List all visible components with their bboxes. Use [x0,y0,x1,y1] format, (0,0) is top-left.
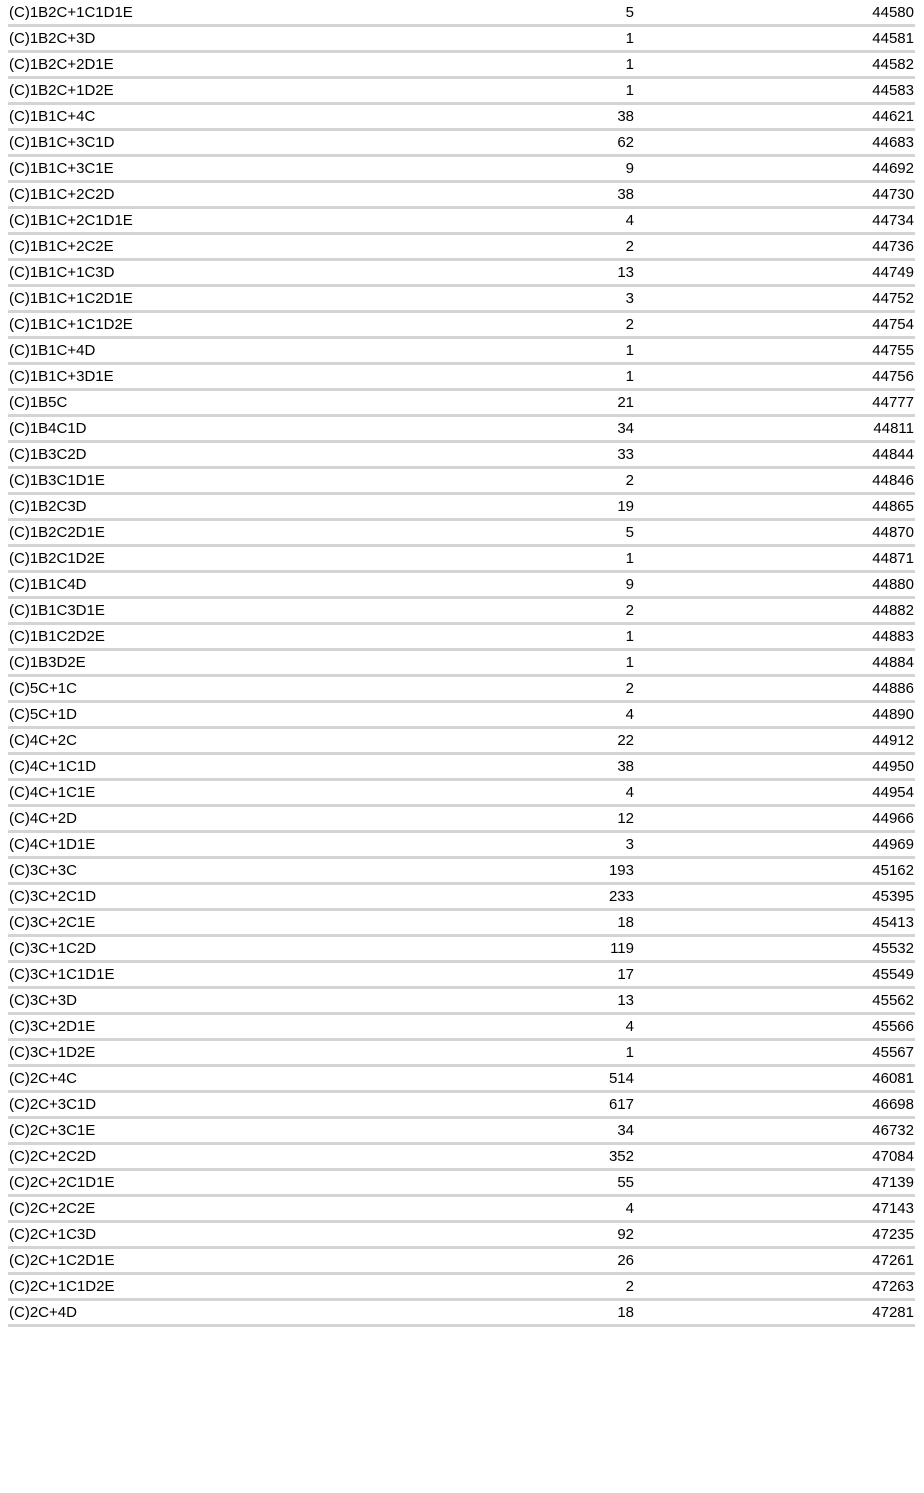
row-count-cell: 119 [610,939,634,957]
table-row [8,339,915,365]
table-row [8,79,915,105]
table-row [8,1249,915,1275]
row-count-cell: 4 [625,783,634,801]
row-count-cell: 4 [625,1017,634,1035]
row-cumulative-cell: 44844 [872,445,914,463]
row-count-cell: 3 [625,835,634,853]
row-name-cell: (C)2C+1C1D2E [9,1277,115,1295]
row-name-cell: (C)2C+2C2E [9,1199,96,1217]
row-count-cell: 38 [617,185,634,203]
row-cumulative-cell: 46732 [872,1121,914,1139]
row-count-cell: 4 [625,1199,634,1217]
row-name-cell: (C)1B3C1D1E [9,471,105,489]
row-cumulative-cell: 47263 [872,1277,914,1295]
row-name-cell: (C)1B3C2D [9,445,87,463]
row-cumulative-cell: 45532 [872,939,914,957]
table-row [8,781,915,807]
row-cumulative-cell: 44734 [872,211,914,229]
row-count-cell: 514 [608,1069,634,1087]
row-cumulative-cell: 44912 [872,731,914,749]
row-count-cell: 92 [617,1225,634,1243]
row-name-cell: (C)3C+3D [9,991,77,1009]
row-count-cell: 233 [608,887,634,905]
row-name-cell: (C)2C+3C1D [9,1095,97,1113]
row-cumulative-cell: 45395 [872,887,914,905]
row-name-cell: (C)1B3D2E [9,653,86,671]
row-name-cell: (C)4C+1C1E [9,783,96,801]
table-row [8,911,915,937]
table-row [8,703,915,729]
row-cumulative-cell: 45162 [872,861,914,879]
row-cumulative-cell: 44811 [873,419,914,437]
table-row [8,27,915,53]
row-cumulative-cell: 44749 [872,263,914,281]
row-name-cell: (C)4C+2C [9,731,77,749]
row-name-cell: (C)3C+2D1E [9,1017,96,1035]
row-name-cell: (C)1B1C+1C3D [9,263,115,281]
row-name-cell: (C)1B5C [9,393,68,411]
table-row [8,573,915,599]
table-row [8,885,915,911]
row-cumulative-cell: 47084 [872,1147,914,1165]
row-count-cell: 5 [625,3,634,21]
row-count-cell: 2 [625,471,634,489]
row-count-cell: 9 [625,575,634,593]
row-cumulative-cell: 44621 [872,107,914,125]
row-cumulative-cell: 44756 [872,367,914,385]
row-name-cell: (C)3C+1C2D [9,939,97,957]
table-row [8,599,915,625]
row-cumulative-cell: 44884 [872,653,914,671]
row-name-cell: (C)1B1C+2C1D1E [9,211,133,229]
row-count-cell: 4 [625,211,634,229]
row-name-cell: (C)2C+3C1E [9,1121,96,1139]
table-row [8,391,915,417]
table-row [8,1015,915,1041]
row-name-cell: (C)5C+1D [9,705,77,723]
table-row [8,677,915,703]
table-row [8,1119,915,1145]
row-cumulative-cell: 47139 [872,1173,914,1191]
row-count-cell: 18 [617,913,634,931]
row-cumulative-cell: 45413 [872,913,914,931]
row-name-cell: (C)1B1C+4D [9,341,96,359]
row-name-cell: (C)4C+2D [9,809,77,827]
table-row [8,1145,915,1171]
table-row [8,807,915,833]
row-count-cell: 9 [625,159,634,177]
row-count-cell: 2 [625,237,634,255]
row-name-cell: (C)1B1C+1C2D1E [9,289,133,307]
table-row [8,625,915,651]
row-name-cell: (C)4C+1C1D [9,757,97,775]
row-cumulative-cell: 45566 [872,1017,914,1035]
row-name-cell: (C)1B2C+2D1E [9,55,114,73]
row-name-cell: (C)2C+4D [9,1303,77,1321]
table-row [8,1171,915,1197]
row-count-cell: 17 [617,965,634,983]
row-name-cell: (C)3C+1C1D1E [9,965,115,983]
row-cumulative-cell: 44966 [872,809,914,827]
table-row [8,443,915,469]
table-row [8,365,915,391]
table-row [8,105,915,131]
row-count-cell: 34 [617,419,634,437]
table-row [8,235,915,261]
table-row [8,1093,915,1119]
row-cumulative-cell: 44883 [872,627,914,645]
row-name-cell: (C)1B1C3D1E [9,601,105,619]
row-name-cell: (C)1B1C+2C2D [9,185,115,203]
row-name-cell: (C)1B1C+1C1D2E [9,315,133,333]
table-row [8,209,915,235]
table-row [8,547,915,573]
row-count-cell: 1 [625,653,634,671]
row-count-cell: 22 [617,731,634,749]
row-count-cell: 2 [625,1277,634,1295]
row-count-cell: 33 [617,445,634,463]
row-count-cell: 55 [617,1173,634,1191]
table-row [8,1223,915,1249]
row-name-cell: (C)4C+1D1E [9,835,96,853]
table-row [8,261,915,287]
row-count-cell: 1 [625,81,634,99]
row-cumulative-cell: 44846 [872,471,914,489]
row-count-cell: 34 [617,1121,634,1139]
row-cumulative-cell: 46698 [872,1095,914,1113]
table-row [8,1041,915,1067]
row-name-cell: (C)1B2C+3D [9,29,96,47]
row-count-cell: 13 [617,991,634,1009]
row-count-cell: 1 [625,1043,634,1061]
table-row [8,521,915,547]
row-name-cell: (C)1B1C+4C [9,107,96,125]
table-row [8,1301,915,1327]
row-cumulative-cell: 44865 [872,497,914,515]
table-row [8,417,915,443]
row-cumulative-cell: 45562 [872,991,914,1009]
row-cumulative-cell: 44581 [872,29,914,47]
table-row [8,1197,915,1223]
row-count-cell: 21 [617,393,634,411]
table-row [8,729,915,755]
row-cumulative-cell: 44755 [872,341,914,359]
row-count-cell: 2 [625,315,634,333]
row-count-cell: 19 [617,497,634,515]
table-row [8,859,915,885]
table-row [8,183,915,209]
row-name-cell: (C)2C+1C2D1E [9,1251,115,1269]
row-count-cell: 12 [617,809,634,827]
row-cumulative-cell: 44880 [872,575,914,593]
row-name-cell: (C)1B2C+1C1D1E [9,3,133,21]
row-cumulative-cell: 44580 [872,3,914,21]
row-cumulative-cell: 44954 [872,783,914,801]
table-row [8,1,915,27]
row-name-cell: (C)1B1C+3C1D [9,133,115,151]
table-row [8,963,915,989]
row-name-cell: (C)3C+2C1E [9,913,96,931]
row-count-cell: 13 [617,263,634,281]
row-cumulative-cell: 44583 [872,81,914,99]
row-cumulative-cell: 44882 [872,601,914,619]
row-cumulative-cell: 44730 [872,185,914,203]
row-name-cell: (C)3C+2C1D [9,887,97,905]
table-row [8,53,915,79]
table-row [8,651,915,677]
row-cumulative-cell: 47235 [872,1225,914,1243]
table-row [8,157,915,183]
row-cumulative-cell: 44754 [872,315,914,333]
row-count-cell: 193 [608,861,634,879]
row-name-cell: (C)1B1C4D [9,575,87,593]
row-count-cell: 4 [625,705,634,723]
table-row [8,495,915,521]
row-name-cell: (C)3C+1D2E [9,1043,96,1061]
row-cumulative-cell: 44950 [872,757,914,775]
table-row [8,313,915,339]
row-cumulative-cell: 45549 [872,965,914,983]
table-row [8,1275,915,1301]
row-count-cell: 5 [625,523,634,541]
table-row [8,833,915,859]
row-name-cell: (C)1B2C2D1E [9,523,105,541]
row-name-cell: (C)1B1C+2C2E [9,237,114,255]
row-cumulative-cell: 44752 [872,289,914,307]
row-cumulative-cell: 44736 [872,237,914,255]
row-name-cell: (C)2C+4C [9,1069,77,1087]
row-cumulative-cell: 44582 [872,55,914,73]
row-cumulative-cell: 47281 [872,1303,914,1321]
row-cumulative-cell: 46081 [872,1069,914,1087]
row-name-cell: (C)2C+2C2D [9,1147,97,1165]
row-name-cell: (C)1B1C2D2E [9,627,105,645]
row-count-cell: 1 [625,341,634,359]
row-cumulative-cell: 45567 [872,1043,914,1061]
row-count-cell: 18 [617,1303,634,1321]
table-row [8,989,915,1015]
table-row [8,755,915,781]
row-cumulative-cell: 44870 [872,523,914,541]
table-row [8,1067,915,1093]
table-row [8,131,915,157]
row-cumulative-cell: 44890 [872,705,914,723]
row-count-cell: 1 [625,367,634,385]
row-count-cell: 2 [625,679,634,697]
row-count-cell: 38 [617,107,634,125]
row-count-cell: 1 [625,29,634,47]
row-cumulative-cell: 44969 [872,835,914,853]
row-cumulative-cell: 44886 [872,679,914,697]
row-cumulative-cell: 44683 [872,133,914,151]
row-cumulative-cell: 44777 [872,393,914,411]
row-name-cell: (C)2C+1C3D [9,1225,97,1243]
row-name-cell: (C)1B2C+1D2E [9,81,114,99]
row-count-cell: 2 [625,601,634,619]
row-cumulative-cell: 47143 [872,1199,914,1217]
row-count-cell: 1 [625,55,634,73]
row-count-cell: 617 [608,1095,634,1113]
row-cumulative-cell: 47261 [872,1251,914,1269]
row-count-cell: 26 [617,1251,634,1269]
row-name-cell: (C)1B4C1D [9,419,87,437]
row-name-cell: (C)1B2C3D [9,497,87,515]
row-cumulative-cell: 44871 [872,549,914,567]
row-count-cell: 3 [625,289,634,307]
row-count-cell: 62 [617,133,634,151]
row-count-cell: 352 [608,1147,634,1165]
row-count-cell: 1 [625,549,634,567]
table-row [8,287,915,313]
row-count-cell: 1 [625,627,634,645]
row-name-cell: (C)1B1C+3C1E [9,159,114,177]
row-cumulative-cell: 44692 [872,159,914,177]
row-count-cell: 38 [617,757,634,775]
row-name-cell: (C)2C+2C1D1E [9,1173,115,1191]
row-name-cell: (C)3C+3C [9,861,77,879]
row-name-cell: (C)1B2C1D2E [9,549,105,567]
row-name-cell: (C)1B1C+3D1E [9,367,114,385]
row-name-cell: (C)5C+1C [9,679,77,697]
table-row [8,469,915,495]
table-row [8,937,915,963]
